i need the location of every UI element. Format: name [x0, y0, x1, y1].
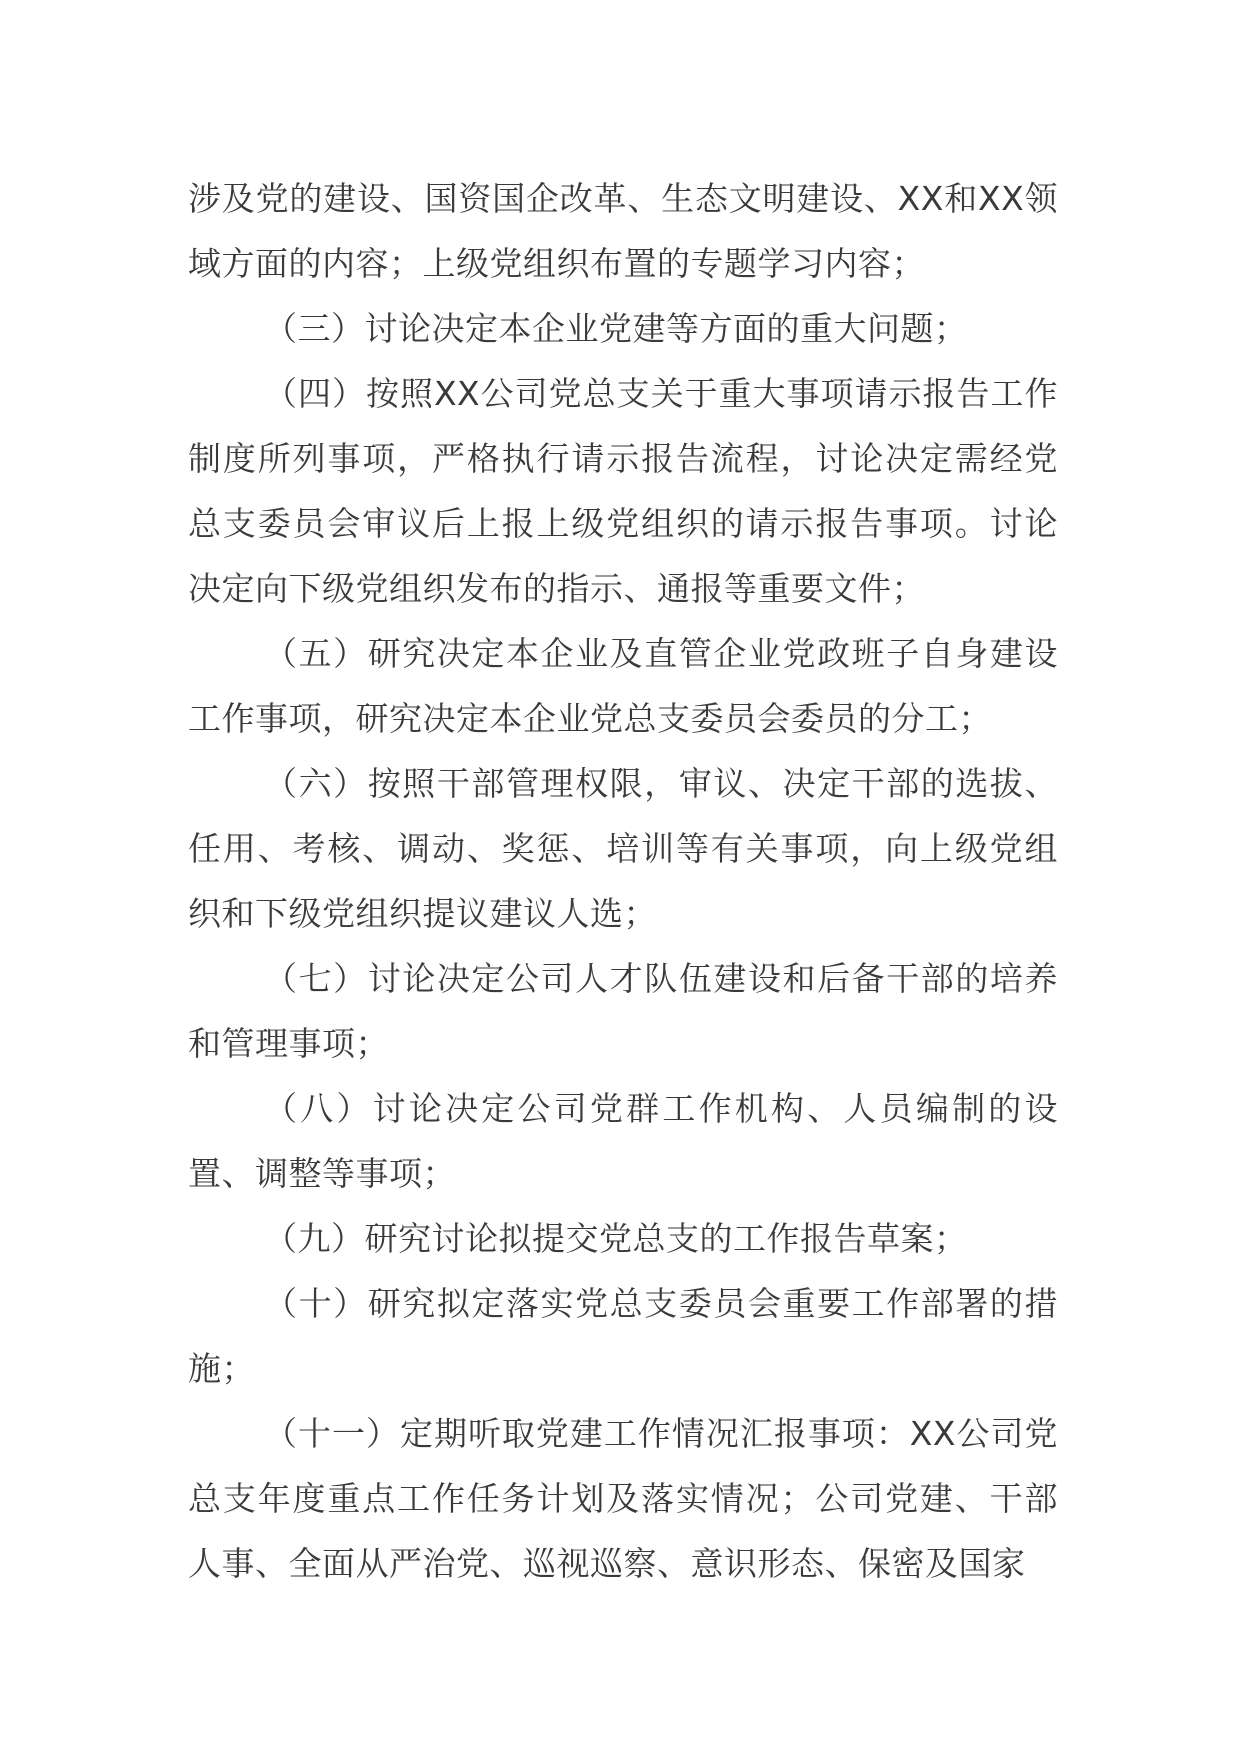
- paragraph-item-7: （七）讨论决定公司人才队伍建设和后备干部的培养和管理事项；: [188, 959, 1058, 1063]
- paragraph-item-3: （三）讨论决定本企业党建等方面的重大问题；: [264, 309, 968, 348]
- paragraph-item-9: （九）研究讨论拟提交党总支的工作报告草案；: [264, 1219, 968, 1258]
- document-body: [188, 166, 1058, 1596]
- paragraph-item-11: （十一）定期听取党建工作情况汇报事项：XX公司党总支年度重点工作任务计划及落实情况；公司党建、干部人事、全面从严治党、巡视巡察、意识形态、保密及国家: [188, 1414, 1058, 1583]
- paragraph-item-6: （六）按照干部管理权限，审议、决定干部的选拔、任用、考核、调动、奖惩、培训等有关事项，向上级党组织和下级党组织提议建议人选；: [188, 764, 1058, 933]
- paragraph-item-10: （十）研究拟定落实党总支委员会重要工作部署的措施；: [188, 1284, 1058, 1388]
- paragraph-item-4: （四）按照XX公司党总支关于重大事项请示报告工作制度所列事项，严格执行请示报告流程，讨论决定需经党总支委员会审议后上报上级党组织的请示报告事项。讨论决定向下级党组织发布的指示、通报等重要文件；: [188, 374, 1058, 608]
- paragraph-item-5: （五）研究决定本企业及直管企业党政班子自身建设工作事项，研究决定本企业党总支委员会委员的分工；: [188, 634, 1058, 738]
- paragraph-continuation: 涉及党的建设、国资国企改革、生态文明建设、XX和XX领域方面的内容；上级党组织布置的专题学习内容；: [188, 179, 1058, 283]
- paragraph-item-8: （八）讨论决定公司党群工作机构、人员编制的设置、调整等事项；: [188, 1089, 1058, 1193]
